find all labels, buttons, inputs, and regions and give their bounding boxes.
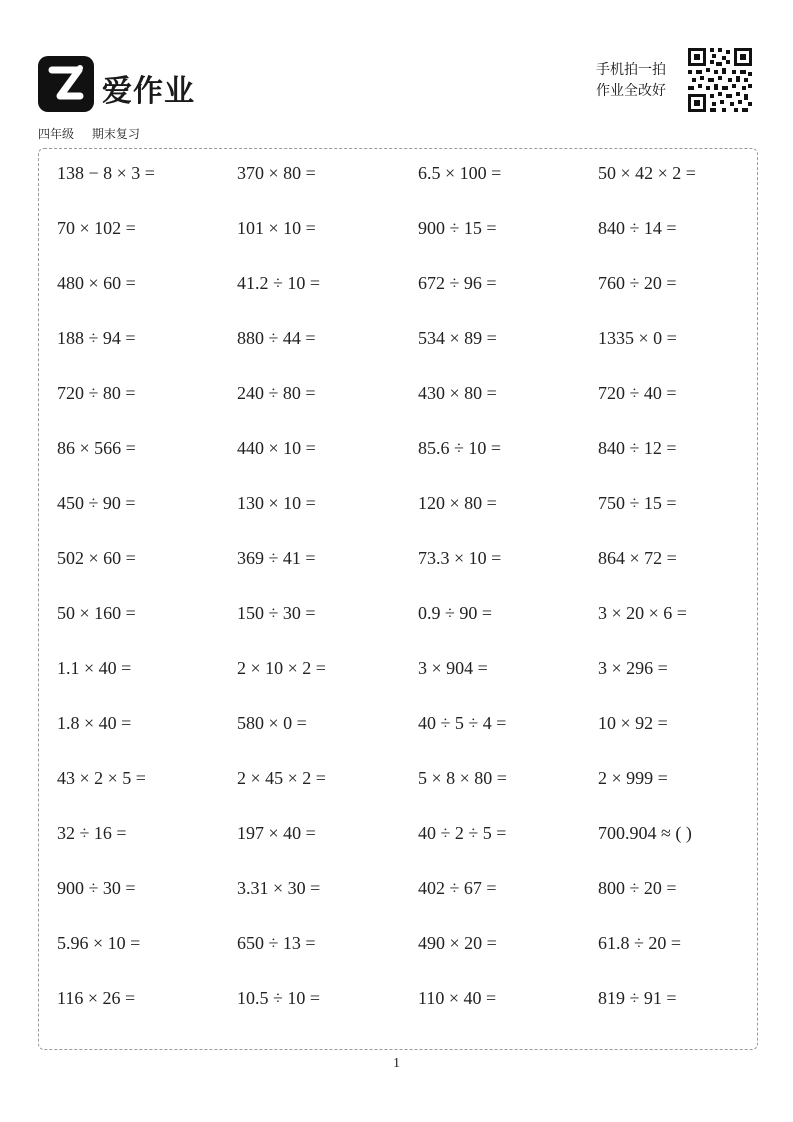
problem-item: 41.2 ÷ 10 = <box>237 273 321 293</box>
problem-item: 864 × 72 = <box>598 548 677 568</box>
problem-item: 138 − 8 × 3 = <box>57 163 155 183</box>
problem-item: 370 × 80 = <box>237 163 316 183</box>
problem-item: 1.1 × 40 = <box>57 658 132 678</box>
problem-item: 10.5 ÷ 10 = <box>237 988 321 1008</box>
problem-item: 720 ÷ 40 = <box>598 383 677 403</box>
problem-item: 101 × 10 = <box>237 218 316 238</box>
problem-item: 534 × 89 = <box>418 328 497 348</box>
grade-label: 四年级 <box>38 127 75 141</box>
problem-item: 40 ÷ 5 ÷ 4 = <box>418 713 507 733</box>
problem-item: 840 ÷ 14 = <box>598 218 677 238</box>
page-number: 1 <box>393 1056 400 1071</box>
problem-item: 10 × 92 = <box>598 713 668 733</box>
problem-item: 650 ÷ 13 = <box>237 933 316 953</box>
problem-item: 1.8 × 40 = <box>57 713 132 733</box>
problem-item: 32 ÷ 16 = <box>57 823 127 843</box>
problem-item: 5.96 × 10 = <box>57 933 141 953</box>
slogan-line-1: 手机拍一拍 <box>596 62 666 78</box>
problem-item: 819 ÷ 91 = <box>598 988 677 1008</box>
problem-item: 3 × 296 = <box>598 658 668 678</box>
worksheet-subtitle <box>38 125 154 142</box>
slogan-line-2: 作业全改好 <box>596 83 666 99</box>
problem-item: 43 × 2 × 5 = <box>57 768 146 788</box>
problem-item: 0.9 ÷ 90 = <box>418 603 493 623</box>
problem-item: 480 × 60 = <box>57 273 136 293</box>
problem-item: 70 × 102 = <box>57 218 136 238</box>
problem-item: 672 ÷ 96 = <box>418 273 497 293</box>
problem-item: 73.3 × 10 = <box>418 548 502 568</box>
problem-item: 40 ÷ 2 ÷ 5 = <box>418 823 507 843</box>
problem-item: 5 × 8 × 80 = <box>418 768 507 788</box>
problem-item: 2 × 10 × 2 = <box>237 658 326 678</box>
problem-item: 760 ÷ 20 = <box>598 273 677 293</box>
problem-item: 900 ÷ 15 = <box>418 218 497 238</box>
problem-grid <box>57 158 747 1038</box>
problem-item: 450 ÷ 90 = <box>57 493 136 513</box>
problem-item: 197 × 40 = <box>237 823 316 843</box>
problem-item: 50 × 160 = <box>57 603 136 623</box>
slogan <box>596 60 666 102</box>
problem-item: 490 × 20 = <box>418 933 497 953</box>
problem-item: 50 × 42 × 2 = <box>598 163 696 183</box>
problem-item: 61.8 ÷ 20 = <box>598 933 682 953</box>
problem-item: 580 × 0 = <box>237 713 307 733</box>
problem-item: 120 × 80 = <box>418 493 497 513</box>
problem-item: 240 ÷ 80 = <box>237 383 316 403</box>
problem-item: 110 × 40 = <box>418 988 497 1008</box>
brand-name: 爱作业 <box>102 74 195 109</box>
problem-item: 880 ÷ 44 = <box>237 328 316 348</box>
problem-item: 900 ÷ 30 = <box>57 878 136 898</box>
problem-item: 3.31 × 30 = <box>237 878 321 898</box>
problem-item: 116 × 26 = <box>57 988 136 1008</box>
problem-item: 3 × 904 = <box>418 658 488 678</box>
problem-item: 840 ÷ 12 = <box>598 438 677 458</box>
problem-item: 2 × 999 = <box>598 768 668 788</box>
page-header <box>38 46 754 118</box>
problem-item: 430 × 80 = <box>418 383 497 403</box>
problem-item: 130 × 10 = <box>237 493 316 513</box>
problem-item: 86 × 566 = <box>57 438 136 458</box>
problem-item: 6.5 × 100 = <box>418 163 502 183</box>
problem-item: 440 × 10 = <box>237 438 316 458</box>
problem-item: 502 × 60 = <box>57 548 136 568</box>
problem-item: 150 ÷ 30 = <box>237 603 316 623</box>
problem-item: 402 ÷ 67 = <box>418 878 497 898</box>
problem-item: 3 × 20 × 6 = <box>598 603 687 623</box>
problem-item: 800 ÷ 20 = <box>598 878 677 898</box>
topic-label: 期末复习 <box>91 127 140 141</box>
problem-item: 750 ÷ 15 = <box>598 493 677 513</box>
problem-item: 188 ÷ 94 = <box>57 328 136 348</box>
problem-item: 720 ÷ 80 = <box>57 383 136 403</box>
problem-item: 2 × 45 × 2 = <box>237 768 326 788</box>
qr-code-icon <box>686 46 754 114</box>
problem-item: 700.904 ≈ ( ) <box>598 823 692 843</box>
problem-item: 369 ÷ 41 = <box>237 548 316 568</box>
logo-icon <box>38 56 94 112</box>
problem-item: 1335 × 0 = <box>598 328 677 348</box>
problem-item: 85.6 ÷ 10 = <box>418 438 502 458</box>
